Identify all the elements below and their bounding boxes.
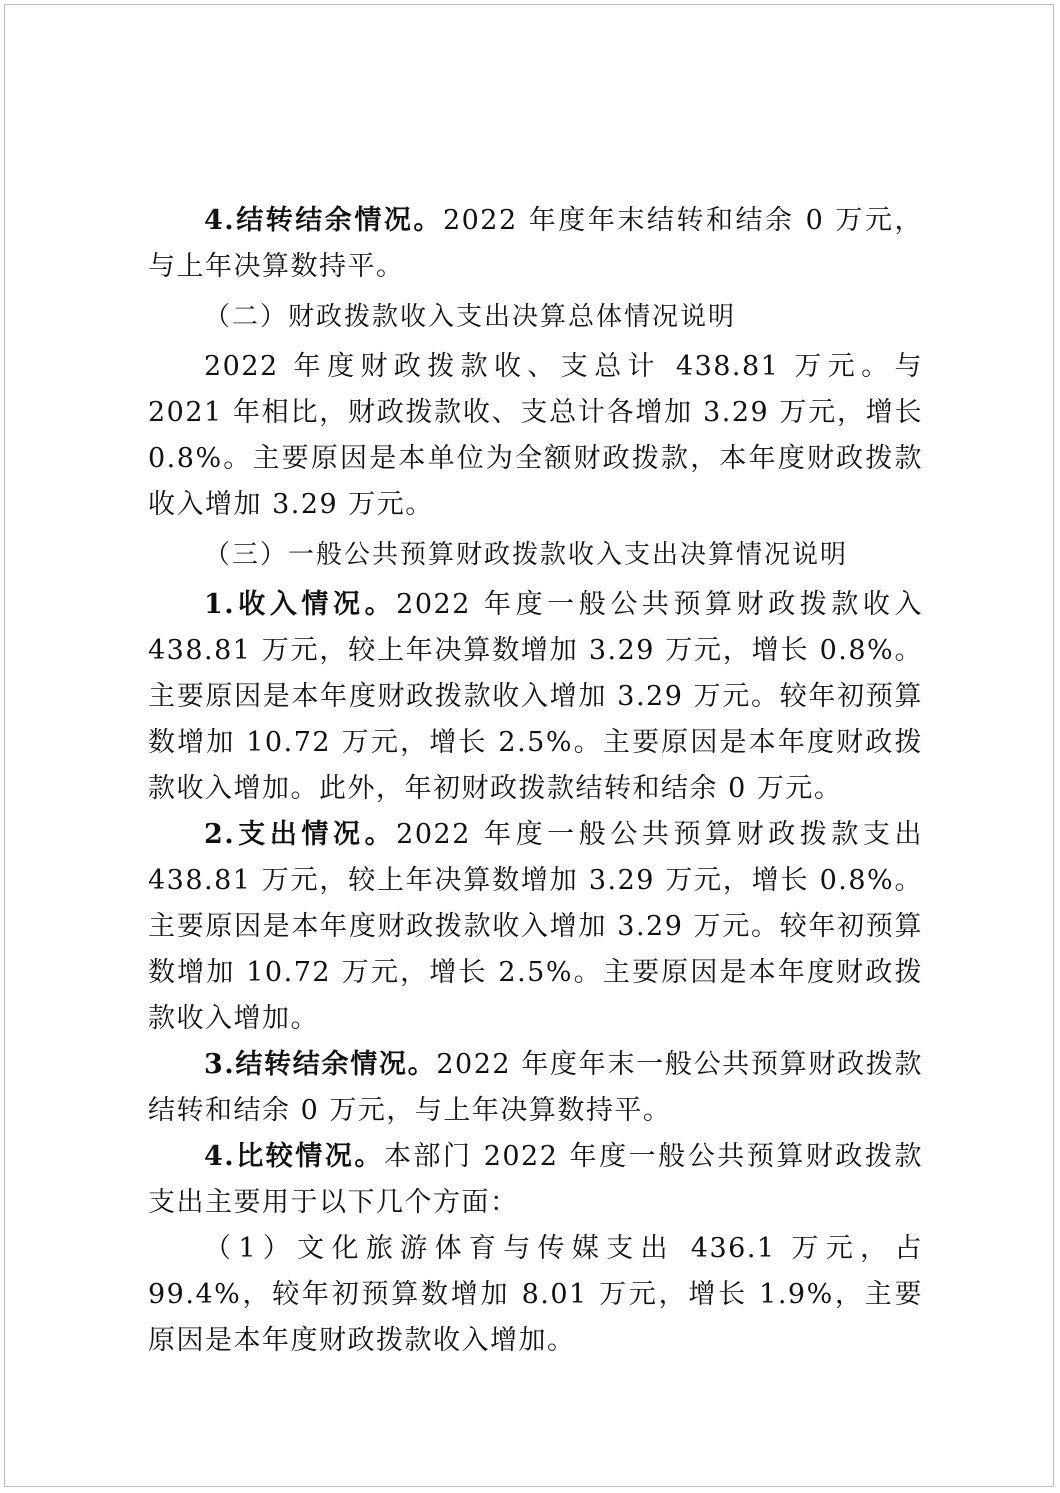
paragraph-lead: 2.支出情况。 xyxy=(204,819,397,850)
paragraph-text: 2022 年度年末一般公共预算财政拨款结转和结余 0 万元，与上年决算数持平。 xyxy=(148,1049,924,1126)
paragraph-income xyxy=(148,582,923,812)
paragraph-text: 2022 年度年末结转和结余 0 万元，与上年决算数持平。 xyxy=(148,205,924,282)
paragraph-lead: 1.收入情况。 xyxy=(204,589,397,620)
paragraph-general-carryover xyxy=(148,1042,923,1134)
document-page xyxy=(4,4,1054,1487)
section-heading-general-budget: （三）一般公共预算财政拨款收入支出决算情况说明 xyxy=(204,540,849,570)
paragraph-comparison xyxy=(148,1134,923,1226)
paragraph-carryover-balance xyxy=(148,198,923,290)
paragraph-fiscal-overview: 2022 年度财政拨款收、支总计 438.81 万元。与 2021 年相比，财政拨款收、支总计各增加 3.29 万元，增长 0.8%。主要原因是本单位为全额财政拨款，本年度财政拨款收入增加 3.29 万元。 xyxy=(148,351,923,520)
paragraph-lead: 4.结转结余情况。 xyxy=(204,205,443,236)
document-body xyxy=(148,198,923,1364)
section-heading-fiscal-overview: （二）财政拨款收入支出决算总体情况说明 xyxy=(204,302,737,332)
paragraph-text: 2022 年度一般公共预算财政拨款收入 438.81 万元，较上年决算数增加 3.29 万元，增长 0.8%。主要原因是本年度财政拨款收入增加 3.29 万元。较年初预算数增加 10.72 万元，增长 2.5%。主要原因是本年度财政拨款收入增加。此外，年初财政拨款结转和结余 0 万元。 xyxy=(148,589,924,804)
paragraph-culture-expenditure: （1）文化旅游体育与传媒支出 436.1 万元，占 99.4%，较年初预算数增加 8.01 万元，增长 1.9%，主要原因是本年度财政拨款收入增加。 xyxy=(148,1233,923,1356)
paragraph-lead: 3.结转结余情况。 xyxy=(204,1049,437,1080)
paragraph-expenditure xyxy=(148,812,923,1042)
paragraph-lead: 4.比较情况。 xyxy=(204,1141,384,1172)
paragraph-text: 2022 年度一般公共预算财政拨款支出 438.81 万元，较上年决算数增加 3.29 万元，增长 0.8%。主要原因是本年度财政拨款收入增加 3.29 万元。较年初预算数增加 10.72 万元，增长 2.5%。主要原因是本年度财政拨款收入增加。 xyxy=(148,819,924,1034)
paragraph-text: 本部门 2022 年度一般公共预算财政拨款支出主要用于以下几个方面： xyxy=(148,1141,924,1218)
